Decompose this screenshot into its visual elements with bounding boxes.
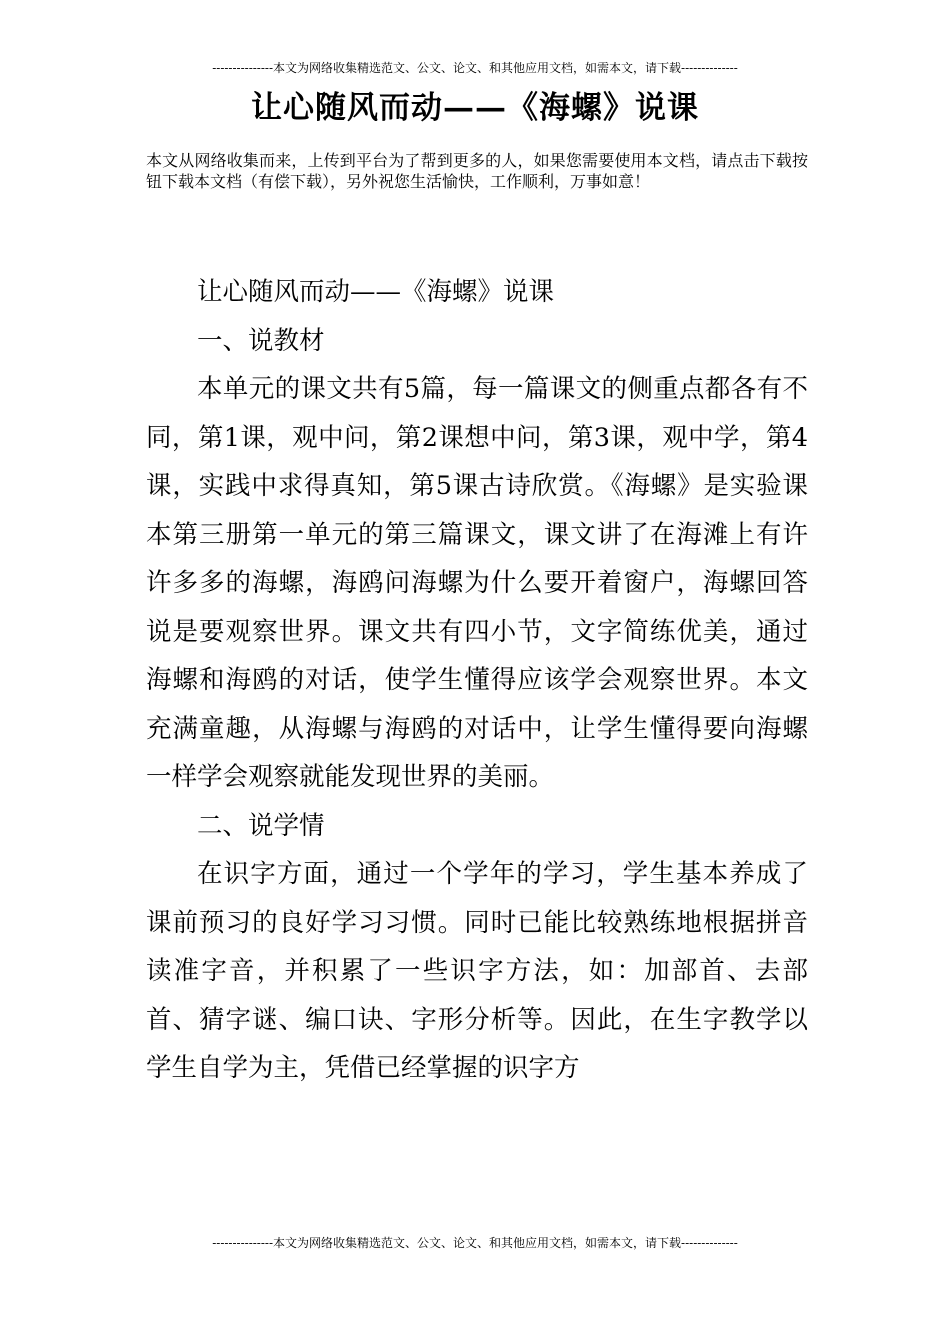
- intro-notice: 本文从网络收集而来，上传到平台为了帮到更多的人，如果您需要使用本文档，请点击下载按钮下载本文档（有偿下载），另外祝您生活愉快，工作顺利，万事如意！: [146, 151, 808, 191]
- header-notice: ---------------本文为网络收集精选范文、公文、论文、和其他应用文档，如需本文，请下载--------------: [212, 61, 738, 75]
- section-heading-students: 二、说学情: [197, 810, 325, 841]
- paragraph-textbook: 本单元的课文共有5篇，每一篇课文的侧重点都各有不同，第1课，观中问，第2课想中问，第3课，观中学，第4课，实践中求得真知，第5课古诗欣赏。《海螺》是实验课本第三册第一单元的第三篇课文，课文讲了在海滩上有许许多多的海螺，海鸥问海螺为什么要开着窗户，海螺回答说是要观察世界。课文共有四小节，文字简练优美，通过海螺和海鸥的对话，使学生懂得应该学会观察世界。本文充满童趣，从海螺与海鸥的对话中，让学生懂得要向海螺一样学会观察就能发现世界的美丽。: [146, 374, 808, 792]
- section-heading-textbook: 一、说教材: [197, 325, 325, 356]
- paragraph-students: 在识字方面，通过一个学年的学习，学生基本养成了课前预习的良好学习习惯。同时已能比较熟练地根据拼音读准字音，并积累了一些识字方法，如：加部首、去部首、猜字谜、编口诀、字形分析等。因此，在生字教学以学生自学为主，凭借已经掌握的识字方: [146, 859, 808, 1083]
- body-heading: 让心随风而动——《海螺》说课: [197, 277, 555, 307]
- document-body: [146, 268, 808, 1093]
- footer-notice: ---------------本文为网络收集精选范文、公文、论文、和其他应用文档，如需本文，请下载--------------: [212, 1236, 738, 1250]
- document-title: 让心随风而动——《海螺》说课: [251, 90, 699, 126]
